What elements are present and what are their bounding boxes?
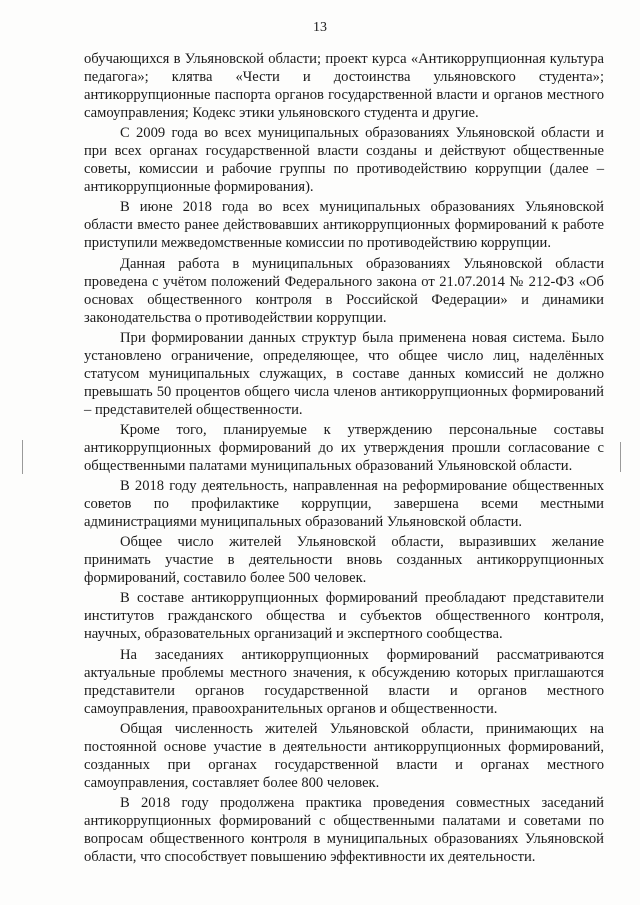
body-text [84, 50, 604, 868]
scan-mark [22, 440, 23, 474]
scan-mark [620, 442, 621, 472]
paragraph: В составе антикоррупционных формирований преобладают представители институтов гражданского общества и субъектов общественного контроля, научных, образовательных организаций и экспертного сообщества. [84, 590, 604, 643]
paragraph: При формировании данных структур была применена новая система. Было установлено ограничение, определяющее, что общее число лиц, наделённых статусом муниципальных служащих, в составе данных комиссий не должно превышать 50 процентов общего числа членов антикоррупционных формирований – представителей общественности. [84, 329, 604, 418]
page-number: 13 [313, 20, 327, 35]
paragraph: На заседаниях антикоррупционных формирований рассматриваются актуальные проблемы местного значения, к обсуждению которых приглашаются представители органов государственной власти и органов местного самоуправления, правоохранительных органов и общественности. [84, 646, 604, 717]
paragraph: обучающихся в Ульяновской области; проект курса «Антикоррупционная культура педагога»; клятва «Чести и достоинства ульяновского студента»; антикоррупционные паспорта органов государственной власти и органов местного самоуправления; Кодекс этики ульяновского студента и другие. [84, 51, 604, 122]
paragraph: Данная работа в муниципальных образованиях Ульяновской области проведена с учётом положений Федерального закона от 21.07.2014 № 212-ФЗ «Об основах общественного контроля в Российской Федерации» и динамики законодательства о противодействии коррупции. [84, 255, 604, 326]
paragraph: В июне 2018 года во всех муниципальных образованиях Ульяновской области вместо ранее действовавших антикоррупционных формирований к работе приступили межведомственные комиссии по противодействию коррупции. [84, 199, 604, 252]
paragraph: Общая численность жителей Ульяновской области, принимающих на постоянной основе участие в деятельности антикоррупционных формирований, созданных при органах государственной власти и органах местного самоуправления, составляет более 800 человек. [84, 720, 604, 791]
paragraph: В 2018 году продолжена практика проведения совместных заседаний антикоррупционных формирований с общественными палатами и советами по вопросам общественного контроля в муниципальных образованиях Ульяновской области, что способствует повышению эффективности их деятельности. [84, 794, 604, 866]
paragraph: В 2018 году деятельность, направленная на реформирование общественных советов по профилактике коррупции, завершена всеми местными администрациями муниципальных образований Ульяновской области. [84, 478, 604, 531]
paragraph: Общее число жителей Ульяновской области, выразивших желание принимать участие в деятельности вновь созданных антикоррупционных формирований, составило более 500 человек. [84, 534, 604, 587]
paragraph: С 2009 года во всех муниципальных образованиях Ульяновской области и при всех органах государственной власти созданы и действуют общественные советы, комиссии и рабочие группы по противодействию коррупции (далее – антикоррупционные формирования). [84, 125, 604, 196]
paragraph: Кроме того, планируемые к утверждению персональные составы антикоррупционных формирований до их утверждения прошли согласование с общественными палатами муниципальных образований Ульяновской области. [84, 421, 604, 475]
